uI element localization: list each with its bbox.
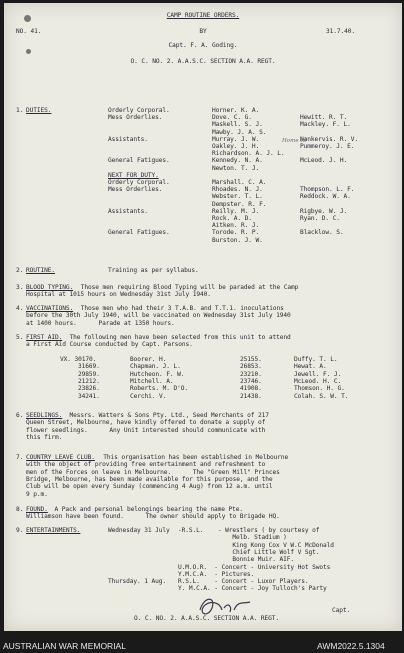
event-item: R.S.L. - Concert - Luxor Players.: [178, 578, 309, 585]
trainee-name: Cerchi. V.: [130, 392, 167, 400]
signature-icon: [194, 592, 254, 620]
section-number: 2.: [16, 267, 24, 274]
duty-name: Mawby. J. A. S.: [212, 128, 267, 136]
section-text: flower seedlings. Any Unit interested should communicate with: [26, 426, 266, 434]
duty-name: Nankervis. R. V.: [300, 135, 359, 143]
section-number: 9.: [16, 527, 24, 534]
order-number: NO. 41.: [16, 28, 42, 35]
trainee-name: Roberts. M. D'O.: [130, 385, 189, 393]
duty-name: Pummeroy. J. E.: [300, 143, 355, 150]
event-item: U.M.O.R. - Concert - University Hot Swots: [178, 563, 331, 571]
section-text: Those men requiring Blood Typing will be paraded at the Camp: [80, 284, 299, 291]
event-item: Melb. Stadium ): [178, 534, 287, 542]
duty-name: Dove. C. G.: [212, 114, 252, 122]
duty-name: Maskell. S. J.: [212, 121, 263, 129]
section-number: 6.: [16, 412, 24, 419]
signature-unit: O. C. NO. 2. A.A.S.C. SECTION A.A. REGT.: [134, 615, 280, 622]
duty-name: Newton. T. J.: [212, 164, 260, 172]
trainee-name: Jewell. F. J.: [294, 370, 342, 378]
service-number: VX. 30170.: [60, 356, 97, 363]
service-number: 26853.: [240, 363, 262, 371]
section-text: Messrs. Watters & Sons Pty. Ltd., Seed Merchants of 217: [69, 412, 269, 419]
punch-hole: [26, 49, 31, 54]
trainee-name: Colah. S. W. T.: [294, 392, 349, 400]
trainee-name: Hewat. A.: [294, 363, 327, 371]
service-number: 31669.: [78, 363, 100, 371]
section-text: a First Aid Course conducted by Capt. Parsons.: [26, 341, 193, 349]
service-number: 21212.: [78, 377, 100, 385]
duty-role: Orderly Corporal.: [108, 107, 170, 114]
trainee-name: Mitchell. A.: [130, 377, 174, 385]
section-text: Bridge, Melbourne, has been made available for this purpose, and the: [26, 475, 273, 483]
duty-name: Torode. R. P.: [212, 229, 260, 237]
section-heading: BLOOD TYPING.: [26, 284, 74, 291]
section-text: Training as per syllabus.: [108, 267, 199, 274]
duty-name: Hewitt. R. T.: [300, 114, 348, 122]
duty-role: Mess Orderlies.: [108, 114, 163, 122]
event-item: Y.M.C.A. - Pictures.: [178, 570, 255, 578]
section-text: this firm.: [26, 433, 63, 441]
trainee-name: Hutcheon. F. W.: [130, 370, 185, 378]
by-label: BY: [199, 28, 207, 35]
section-text: The following men have been selected from this unit to attend: [69, 334, 291, 341]
section-text: Hospital at 1015 hours on Wednesday 31st July 1940.: [26, 291, 211, 299]
duty-name: McLeod. J. H.: [300, 157, 348, 165]
event-item: King Kong Cox V W.C McDonald: [178, 541, 334, 549]
trainee-name: Duffy. T. L.: [294, 356, 338, 363]
duty-name: Webster. T. L.: [212, 193, 263, 201]
duty-name: Dempster. R. F.: [212, 200, 267, 208]
trainee-name: Chapman. J. L.: [130, 363, 181, 371]
archive-reference: AWM2022.5.1304: [317, 641, 385, 651]
duty-name: Rigbye. W. J.: [300, 207, 348, 215]
section-text: at 1400 hours. Parade at 1350 hours.: [26, 319, 175, 327]
service-number: 41908.: [240, 385, 262, 393]
duty-name: Blacklow. S.: [300, 229, 344, 237]
section-number: 3.: [16, 284, 24, 291]
section-heading: DUTIES.: [26, 107, 52, 114]
officer-name: Capt. F. A. Goding.: [168, 42, 238, 49]
section-text: before the 30th July 1940, will be vaccinated on Wednesday 31st July 1940: [26, 312, 291, 320]
section-heading: FIRST AID.: [26, 334, 63, 341]
section-text: Queen Street, Melbourne, have kindly offered to donate a supply of: [26, 419, 266, 427]
section-text: Those men who had their 3 T.A.B. and T.T.1. inoculations: [80, 305, 284, 312]
archive-name: AUSTRALIAN WAR MEMORIAL: [3, 641, 126, 651]
duty-role: Assistants.: [108, 135, 148, 143]
event-date: Wednesday 31 July: [108, 527, 170, 534]
archive-footer: [0, 631, 404, 653]
duty-name: Ryan. D. C.: [300, 215, 340, 222]
duty-name: Burston. J. W.: [212, 236, 263, 244]
section-heading: VACCINATIONS.: [26, 305, 74, 312]
duty-name: Reddock. W. A.: [300, 193, 351, 201]
service-number: 23826.: [78, 385, 100, 393]
section-number: 5.: [16, 334, 24, 341]
duty-name: Rock. A. D.: [212, 215, 252, 222]
section-text: Club will be open every Sunday (commencing 4 Aug) from 12 a.m. until: [26, 483, 273, 491]
duty-name: Murray. J. W.: [212, 135, 260, 143]
document-page: [4, 3, 402, 631]
section-text: men of the Forces on leave in Melbourne. The "Green Mill" Princes: [26, 468, 280, 476]
section-number: 7.: [16, 454, 24, 461]
event-item: Chief Little Wolf V Sgt.: [178, 548, 320, 556]
duty-name: Mackley. F. L.: [300, 121, 351, 129]
duty-role: General Fatigues.: [108, 229, 170, 237]
section-text: with the object of providing free entertainment and refreshment to: [26, 461, 266, 469]
duty-name: Oakley. J. H.: [212, 143, 260, 150]
section-text: Williamson have been found. The owner should apply to Brigade HQ.: [26, 513, 280, 521]
section-number: 4.: [16, 305, 24, 312]
duty-name: Richardson. A. J. L.: [212, 150, 285, 158]
service-number: 29859.: [78, 370, 100, 378]
service-number: 25155.: [240, 356, 262, 363]
section-text: This organisation has been established in Melbourne: [103, 454, 289, 461]
duty-name: Horner. K. A.: [212, 107, 260, 114]
duty-role: Mess Orderlies.: [108, 186, 163, 194]
order-date: 31.7.40.: [326, 28, 356, 35]
handwritten-annotation: Home Rl: [282, 138, 307, 144]
duty-name: Kennedy. N. A.: [212, 157, 263, 165]
section-heading: ROUTINE.: [26, 267, 56, 274]
duty-name: Rhoades. N. J.: [212, 186, 263, 194]
duty-role: Orderly Corporal.: [108, 179, 170, 186]
section-text: A Pack and personal belongings bearing the name Pte.: [54, 506, 244, 513]
duty-name: Reilly. M. J.: [212, 207, 260, 215]
section-text: 9 p.m.: [26, 490, 48, 498]
service-number: 21438.: [240, 392, 262, 400]
section-number: 8.: [16, 506, 24, 513]
service-number: 23210.: [240, 370, 262, 378]
duty-role: Assistants.: [108, 207, 148, 215]
duty-name: Marshall. C. A.: [212, 179, 267, 186]
event-item: -R.S.L. - Wrestlers ( by courtesy of: [178, 527, 320, 534]
unit-name: O. C. NO. 2. A.A.S.C. SECTION A.A. REGT.: [130, 58, 276, 65]
signature-title: Capt.: [332, 607, 351, 614]
section-number: 1.: [16, 107, 24, 114]
duty-role: General Fatigues.: [108, 157, 170, 165]
duty-role: NEXT FOR DUTY.: [108, 171, 159, 179]
trainee-name: McLeod. H. C.: [294, 377, 342, 385]
order-title: CAMP ROUTINE ORDERS.: [166, 12, 240, 19]
trainee-name: Boorer. H.: [130, 356, 167, 363]
duty-name: Thompson. L. F.: [300, 186, 355, 194]
event-date: Thursday. 1 Aug.: [108, 578, 167, 585]
duty-name: Aitken. R. J.: [212, 222, 260, 230]
event-item: Bonnie Muir. AIF.: [178, 556, 295, 564]
trainee-name: Thomson. H. G.: [294, 385, 345, 393]
event-item: Y. M.C.A. - Concert - Joy Tulloch's Party: [178, 585, 327, 593]
section-heading: COUNTRY LEAVE CLUB.: [26, 454, 95, 461]
section-heading: FOUND.: [26, 506, 48, 513]
section-heading: SEEDLINGS.: [26, 412, 63, 419]
service-number: 34241.: [78, 392, 100, 400]
section-heading: ENTERTAINMENTS.: [26, 527, 81, 534]
service-number: 23746.: [240, 377, 262, 385]
